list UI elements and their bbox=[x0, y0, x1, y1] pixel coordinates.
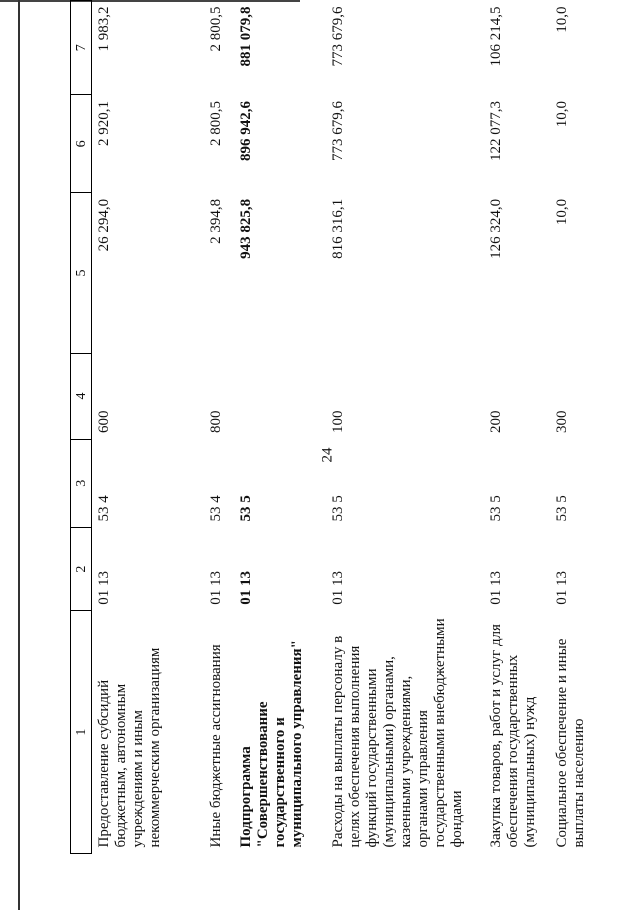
row-section: 01 13 bbox=[207, 570, 224, 605]
row-type: 600 bbox=[96, 410, 112, 434]
row-type: 200 bbox=[487, 410, 504, 434]
row-value-3: 773 679,6 bbox=[329, 6, 346, 67]
table-row bbox=[326, 1, 484, 854]
header-col-4: 4 bbox=[71, 353, 92, 439]
row-value-1: 2 394,8 bbox=[207, 198, 224, 244]
header-col-3: 3 bbox=[71, 439, 92, 527]
table-row bbox=[550, 1, 600, 854]
table-row bbox=[234, 1, 326, 854]
header-col-6: 6 bbox=[71, 95, 92, 193]
row-value-3: 2 800,5 bbox=[207, 6, 224, 52]
row-value-2: 2 920,1 bbox=[96, 100, 112, 146]
row-value-2: 773 679,6 bbox=[329, 100, 346, 161]
row-type: 100 bbox=[329, 410, 346, 434]
header-col-1: 1 bbox=[71, 611, 92, 854]
table-row bbox=[484, 1, 550, 854]
row-value-3: 1 983,2 bbox=[96, 6, 112, 52]
row-target: 53 5 bbox=[329, 495, 346, 522]
header-row bbox=[71, 1, 92, 854]
row-section: 01 13 bbox=[487, 570, 504, 605]
row-value-3: 106 214,5 bbox=[487, 6, 504, 67]
page-number: 24 bbox=[319, 447, 336, 463]
row-type bbox=[234, 353, 326, 439]
row-section: 01 13 bbox=[237, 570, 254, 605]
row-target: 53 5 bbox=[487, 495, 504, 522]
row-name: Предоставление субсидий бюджетным, автономным учреждениям и иным некоммерческим организациям bbox=[96, 647, 163, 848]
row-target: 53 5 bbox=[237, 495, 254, 522]
table-row bbox=[92, 1, 204, 854]
budget-table bbox=[70, 0, 600, 854]
row-name: Подпрограмма "Совершенствование государственного и муниципального управления" bbox=[237, 640, 305, 848]
row-name: Социальное обеспечение и иные выплаты населению bbox=[553, 638, 587, 848]
row-value-1: 943 825,8 bbox=[237, 198, 254, 259]
row-section: 01 13 bbox=[96, 570, 112, 605]
row-section: 01 13 bbox=[553, 570, 570, 605]
row-value-2: 122 077,3 bbox=[487, 100, 504, 161]
row-name: Закупка товаров, работ и услуг для обеспечения государственных (муниципальных) нужд bbox=[487, 624, 538, 848]
row-target: 53 4 bbox=[96, 495, 112, 522]
header-col-5: 5 bbox=[71, 193, 92, 353]
row-section: 01 13 bbox=[329, 570, 346, 605]
row-target: 53 5 bbox=[553, 495, 570, 522]
row-value-1: 10,0 bbox=[553, 198, 570, 226]
row-value-2: 10,0 bbox=[553, 100, 570, 128]
row-value-2: 896 942,6 bbox=[237, 100, 254, 161]
row-target: 53 4 bbox=[207, 495, 224, 522]
table-row bbox=[204, 1, 234, 854]
header-col-2: 2 bbox=[71, 527, 92, 610]
row-value-1: 816 316,1 bbox=[329, 198, 346, 259]
row-name: Иные бюджетные ассигнования bbox=[207, 644, 224, 848]
header-col-7: 7 bbox=[71, 1, 92, 95]
row-value-3: 881 079,8 bbox=[237, 6, 254, 67]
row-name: Расходы на выплаты персоналу в целях обеспечения выполнения функций государственными (муниципальными) органами, казенными учреждениями, органами управления государственными внебюджетными фондами bbox=[329, 618, 465, 848]
row-type: 300 bbox=[553, 410, 570, 434]
row-value-1: 26 294,0 bbox=[96, 198, 112, 252]
row-value-2: 2 800,5 bbox=[207, 100, 224, 146]
row-value-1: 126 324,0 bbox=[487, 198, 504, 259]
row-type: 800 bbox=[207, 410, 224, 434]
row-value-3: 10,0 bbox=[553, 6, 570, 33]
